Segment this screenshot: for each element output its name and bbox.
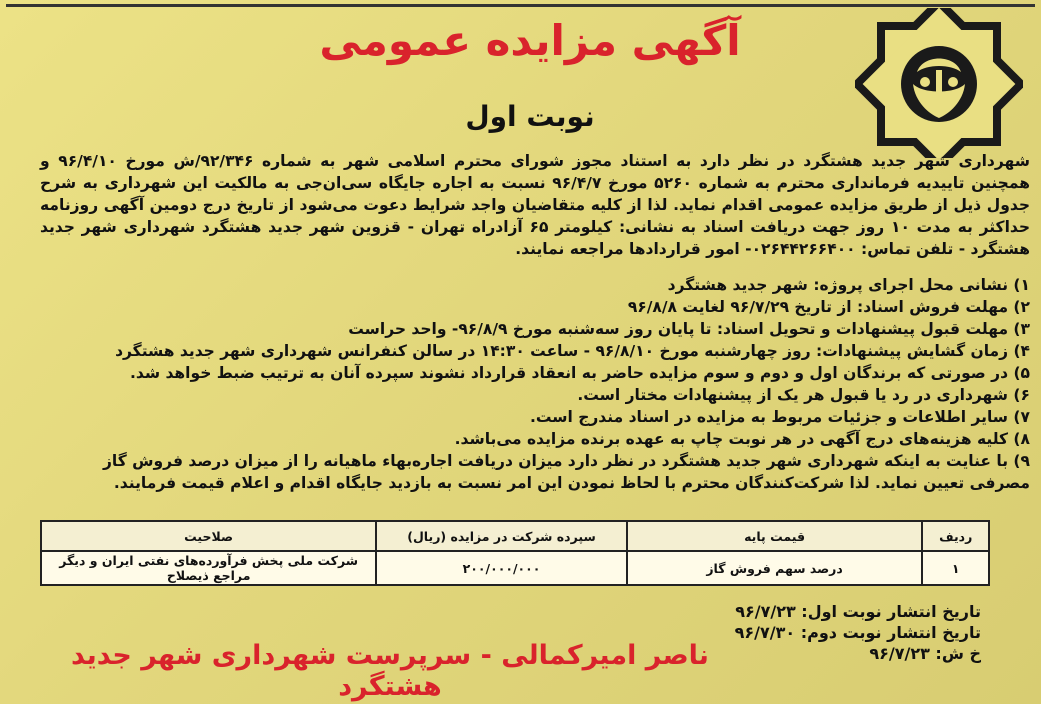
condition-item: ۸) کلیه هزینه‌های درج آگهی در هر نوبت چاپ به عهده برنده مزایده می‌باشد.	[454, 430, 1030, 448]
header-deposit: سپرده شرکت در مزایده (ریال)	[376, 521, 626, 551]
cell-radif: ۱	[922, 551, 989, 585]
condition-item: ۳) مهلت قبول پیشنهادات و تحویل اسناد: تا پایان روز سه‌شنبه مورخ ۹۶/۸/۹- واحد حراست	[348, 320, 1030, 338]
header-radif: ردیف	[922, 521, 989, 551]
auction-table	[40, 520, 990, 586]
announcement-title: آگهی مزایده عمومی	[319, 16, 741, 65]
table-row	[41, 551, 989, 585]
header-eligibility: صلاحیت	[41, 521, 376, 551]
top-border	[6, 4, 1035, 7]
condition-item: ۴) زمان گشایش پیشنهادات: روز چهارشنبه مورخ ۹۶/۸/۱۰ - ساعت ۱۴:۳۰ در سالن کنفرانس شهرداری شهر جدید هشتگرد	[115, 342, 1030, 360]
auction-table-wrapper	[40, 520, 990, 584]
cell-eligibility: شرکت ملی پخش فرآورده‌های نفتی ایران و دیگر مراجع ذیصلاح	[41, 551, 376, 585]
second-publication-date: تاریخ انتشار نوبت دوم: ۹۶/۷/۳۰	[734, 623, 981, 642]
cell-base-price: درصد سهم فروش گاز	[627, 551, 923, 585]
round-subtitle: نوبت اول	[465, 100, 595, 133]
header-base-price: قیمت پایه	[627, 521, 923, 551]
intro-paragraph: شهرداری شهر جدید هشتگرد در نظر دارد به استناد مجوز شورای محترم اسلامی شهر به شماره ۹۲/۳۴۶/ش مورخ ۹۶/۴/۱۰ و همچنین تاییدیه فرمانداری محترم به شماره ۵۲۶۰ مورخ ۹۶/۴/۷ نسبت به اجاره جایگاه سی‌ان‌جی به مالکیت این شهرداری به شرح جدول ذیل از طریق مزایده عمومی اقدام نماید. لذا از کلیه متقاضیان واجد شرایط دعوت می‌شود از تاریخ درج دومین آگهی روزنامه حداکثر به مدت ۱۰ روز جهت دریافت اسناد به نشانی: کیلومتر ۶۵ آزادراه تهران - قزوین شهر جدید هشتگرد شهرداری شهر جدید هشتگرد - تلفن تماس: ۰۲۶۴۴۲۶۶۴۰۰- امور قراردادها مراجعه نمایند.	[40, 152, 1031, 258]
condition-item: ۵) در صورتی که برندگان اول و دوم و سوم مزایده حاضر به انعقاد قرارداد نشوند سپرده آنان به ترتیب ضبط خواهد شد.	[130, 364, 1030, 382]
condition-item: ۱) نشانی محل اجرای پروژه: شهر جدید هشتگرد	[667, 276, 1030, 294]
municipality-logo	[855, 8, 1023, 158]
cell-deposit: ۲۰۰/۰۰۰/۰۰۰	[376, 551, 626, 585]
reference-code: خ ش: ۹۶/۷/۲۳	[869, 644, 981, 663]
conditions-list	[40, 274, 1030, 494]
condition-item: ۲) مهلت فروش اسناد: از تاریخ ۹۶/۷/۲۹ لغایت ۹۶/۸/۸	[627, 298, 1030, 316]
condition-item: ۹) با عنایت به اینکه شهرداری شهر جدید هشتگرد در نظر دارد میزان دریافت اجاره‌بهاء ماهیانه را از میزان درصد فروش گاز مصرفی تعیین نماید. لذا شرکت‌کنندگان محترم با لحاظ نمودن این امر نسبت به بازدید جایگاه اقدام و اعلام قیمت فرمایند.	[103, 452, 1030, 492]
signature-line: ناصر امیرکمالی - سرپرست شهرداری شهر جدید هشتگرد	[71, 640, 709, 702]
condition-item: ۶) شهرداری در رد یا قبول هر یک از پیشنهادات مختار است.	[577, 386, 1030, 404]
condition-item: ۷) سایر اطلاعات و جزئیات مربوط به مزایده در اسناد مندرج است.	[529, 408, 1030, 426]
first-publication-date: تاریخ انتشار نوبت اول: ۹۶/۷/۲۳	[735, 602, 981, 621]
table-header-row	[41, 521, 989, 551]
